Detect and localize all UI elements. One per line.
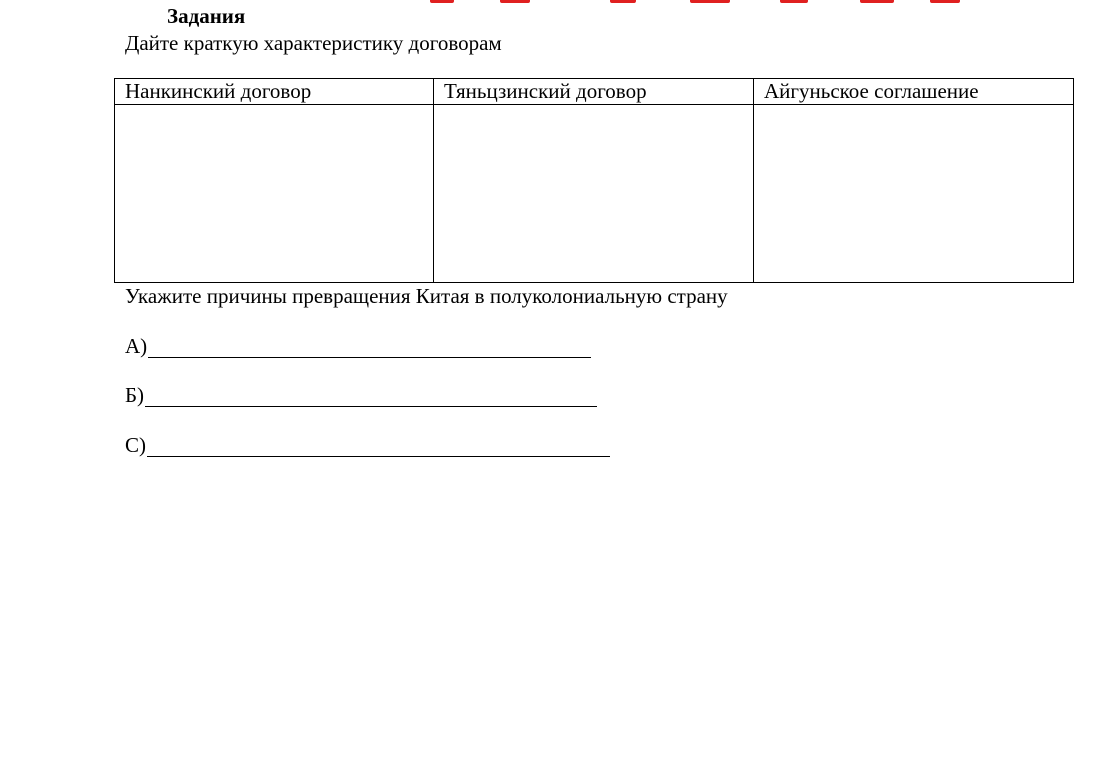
answer-blank-b[interactable] [145,384,597,407]
answer-line-b [125,383,597,407]
table-row [115,105,1074,283]
answer-label-a: А) [125,334,148,358]
answer-cell-tianjin[interactable] [434,105,754,283]
answer-line-a [125,334,591,358]
clipped-red-heading-fragment [420,0,980,3]
answer-cell-aigun[interactable] [754,105,1074,283]
page-title: Задания [167,4,246,28]
header-aigun-agreement: Айгуньское соглашение [754,79,1074,105]
table-header-row [115,79,1074,105]
treaties-table [114,78,1074,283]
answer-blank-c[interactable] [147,434,610,457]
answer-line-c [125,433,610,457]
answer-blank-a[interactable] [148,335,591,358]
question-text: Укажите причины превращения Китая в полуколониальную страну [125,284,728,308]
answer-label-b: Б) [125,383,145,407]
answer-label-c: С) [125,433,146,457]
answer-cell-nanking[interactable] [115,105,434,283]
task-instruction: Дайте краткую характеристику договорам [125,31,502,55]
header-nanking-treaty: Нанкинский договор [115,79,434,105]
header-tianjin-treaty: Тяньцзинский договор [434,79,754,105]
